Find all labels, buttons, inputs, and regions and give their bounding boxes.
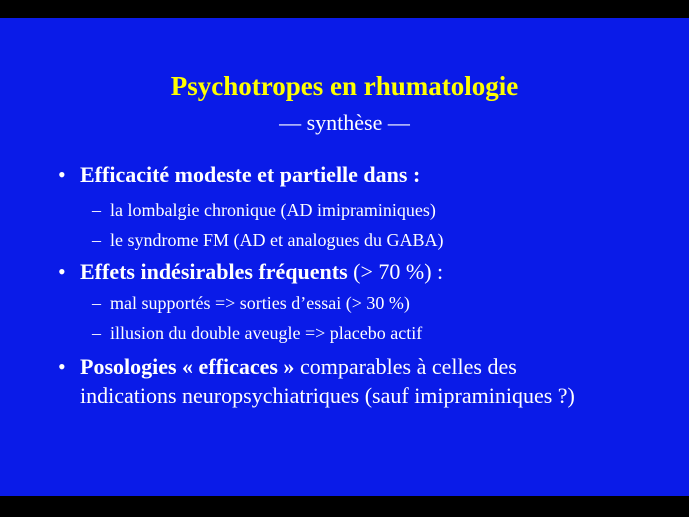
sub-bullet-text: mal supportés => sorties d’essai (> 30 %) [110, 293, 410, 313]
sub-bullet-text: le syndrome FM (AD et analogues du GABA) [110, 230, 444, 250]
sub-bullet-item [92, 321, 422, 345]
sub-bullet-dash: – [92, 230, 101, 250]
bullet-bold-text: Efficacité modeste et partielle dans : [80, 162, 421, 187]
bullet-continuation-text: indications neuropsychiatriques (sauf imipraminiques ?) [80, 383, 575, 408]
slide [0, 18, 689, 496]
bullet-bold-text: Effets indésirables fréquents [80, 259, 348, 284]
bullet-dot: • [58, 259, 66, 284]
bullet-rest-text: comparables à celles des [294, 354, 517, 379]
bullet-bold-text: Posologies « efficaces » [80, 354, 295, 379]
bullet-dot: • [58, 162, 66, 187]
bullet-dot: • [58, 354, 66, 379]
slide-title: Psychotropes en rhumatologie [170, 71, 519, 101]
sub-bullet-item [92, 228, 443, 252]
bullet-rest-text: (> 70 %) : [347, 259, 444, 284]
sub-bullet-item [92, 291, 410, 315]
bullet-text [80, 353, 660, 381]
sub-bullet-dash: – [92, 293, 101, 313]
bullet-text [80, 258, 660, 286]
sub-bullet-text: illusion du double aveugle => placebo actif [110, 323, 423, 343]
sub-bullet-dash: – [92, 323, 101, 343]
sub-bullet-text: la lombalgie chronique (AD imipraminiques) [110, 200, 436, 220]
bullet-text [80, 161, 660, 189]
sub-bullet-item [92, 198, 436, 222]
slide-subtitle: — synthèse — [279, 110, 410, 135]
sub-bullet-dash: – [92, 200, 101, 220]
